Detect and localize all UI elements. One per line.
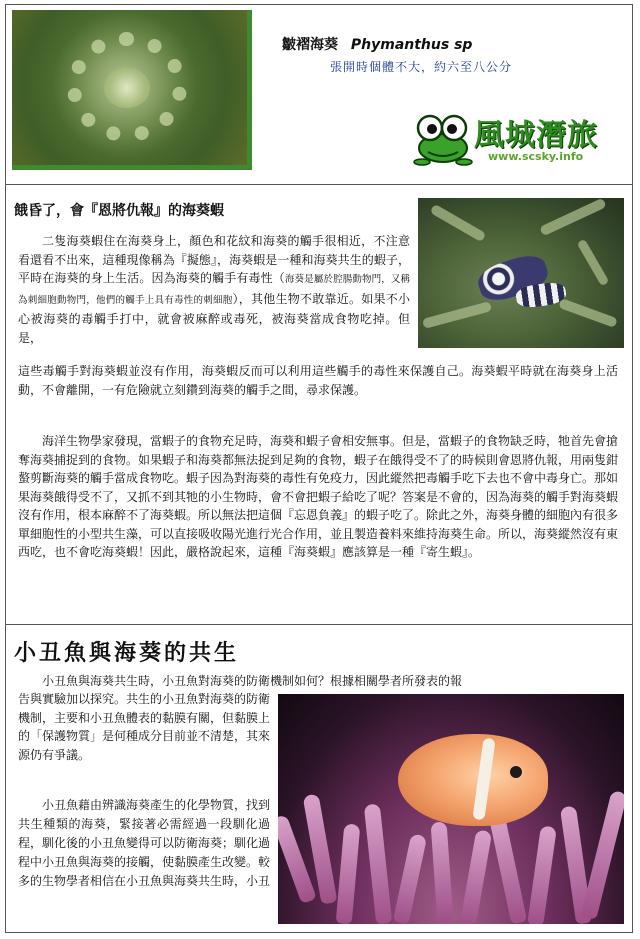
frog-icon (412, 112, 474, 166)
clownfish-eye (508, 764, 524, 780)
anemone-photo (12, 10, 252, 170)
photo-tentacle (430, 204, 487, 243)
section1-paragraph1-continued: 這些毒觸手對海葵蝦並沒有作用，海葵蝦反而可以利用這些觸手的毒性來保護自己。海葵蝦平時就在海葵身上活動，不會離開，一有危險就立刻鑽到海葵的觸手之間，尋求保護。 (18, 364, 618, 397)
logo-url[interactable]: www.scsky.info (488, 150, 584, 163)
paragraph-text: ），其他生物不敢靠近。如果不小心被海葵的毒觸手打中，就會被麻醉或毒死，被海葵當成食物吃掉。但是， (18, 291, 410, 345)
anemone-oral-disc (104, 68, 150, 108)
section1-paragraph1 (18, 232, 410, 347)
section2-intro: 小丑魚與海葵共生時，小丑魚對海葵的防衛機制如何？根據相關學者所發表的報 (42, 674, 463, 688)
clownfish-photo (278, 694, 624, 924)
section2-paragraph1: 告與實驗加以探究。共生的小丑魚對海葵的防衛機制，主要和小丑魚體表的黏膜有關，但黏膜上的「保護物質」是何種成分目前並不清楚，其來源仍有爭議。 (18, 692, 271, 762)
section2-paragraph2: 小丑魚藉由辨識海葵產生的化學物質，找到共生種類的海葵，緊接著必需經過一段馴化過程，馴化後的小丑魚變得可以防衛海葵；馴化過程中小丑魚與海葵的接觸，使黏膜產生改變。較多的生物學者相信在小丑魚與海葵共生時，小丑 (18, 798, 271, 888)
site-logo[interactable] (412, 108, 620, 168)
logo-title: 風城潛旅 (474, 118, 598, 153)
species-name-latin: Phymanthus sp (350, 37, 473, 53)
paragraph-text: 二隻海葵蝦住在海葵身上，顏色和花紋和海葵的觸手很相近，不注意看還看不出來，這種現像稱為『擬態』，海葵蝦是一種和海葵共生的蝦子，平時在海葵的身上生活。因為海葵的觸手有毒性（ (18, 234, 410, 285)
section1-paragraph2: 海洋生物學家發現，當蝦子的食物充足時，海葵和蝦子會相安無事。但是，當蝦子的食物缺乏時，牠首先會搶奪海葵捕捉到的食物。如果蝦子和海葵都無法捉到足夠的食物，蝦子在餓得受不了的時候則會恩將仇報，用兩隻鉗螯剪斷海葵的觸手當成食物吃。蝦子因為對海葵的毒性有免疫力，因此縱然把毒觸手吃下去也不會中毒身亡。那如果海葵餓得受不了，又抓不到其牠的小生物時，會不會把蝦子給吃了呢？答案是不會的，因為海葵的觸手對海葵蝦沒有作用，根本麻醉不了海葵蝦。所以無法把這個『忘恩負義』的蝦子吃了。除此之外，海葵身體的細胞內有很多單細胞性的小型共生藻，可以直接吸收陽光進行光合作用，並且製造養料來維持海葵生命。所以，海葵縱然沒有東西吃，也不會吃海葵蝦！因此，嚴格說起來，這種『海葵蝦』應該算是一種『寄生蝦』。 (18, 434, 619, 559)
photo-tentacle (539, 198, 607, 236)
photo-tentacle (422, 301, 492, 329)
species-note: 張開時個體不大，約六至八公分 (330, 60, 513, 74)
species-name-cn: 皺褶海葵 (282, 37, 338, 53)
section-divider (5, 624, 633, 625)
section1-heading: 餓昏了，會『恩將仇報』的海葵蝦 (14, 203, 224, 219)
section-divider (5, 184, 633, 185)
anemone-shrimp-photo (418, 198, 624, 348)
photo-tentacle (577, 239, 610, 287)
species-title (282, 34, 472, 54)
section2-heading: 小丑魚與海葵的共生 (14, 640, 240, 666)
footnote-text: 海葵是屬於腔腸動物門，又稱為刺細胞動物門，他們的觸手上具有毒性的刺細胞 (18, 274, 410, 306)
photo-tentacle (558, 298, 618, 328)
